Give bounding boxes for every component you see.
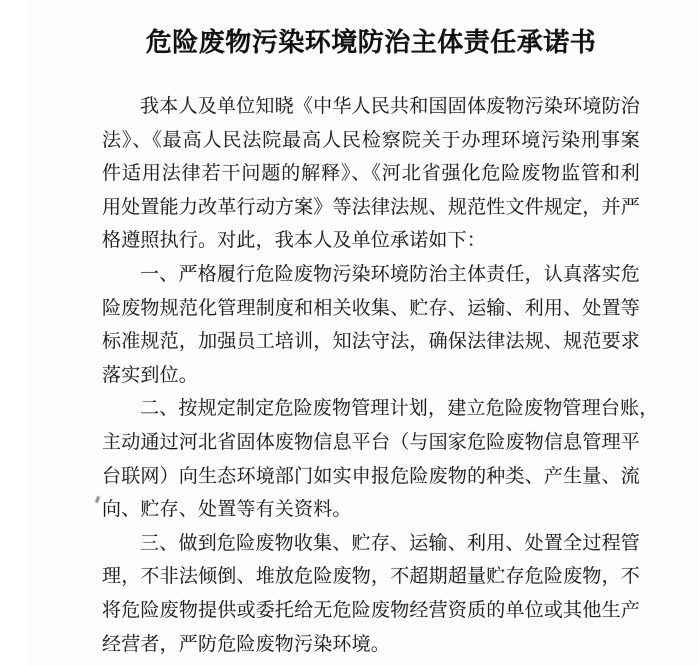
text-line: 台联网）向生态环境部门如实申报危险废物的种类、产生量、流 [102,465,640,487]
text-line: 将危险废物提供或委托给无危险废物经营资质的单位或其他生产 [102,599,640,621]
text-line: 法》、《最高人民法院最高人民检察院关于办理环境污染刑事案 [102,129,640,151]
paragraph [102,90,640,258]
text-line: 用处置能力改革行动方案》等法律法规、规范性文件规定，并严 [102,196,640,218]
scan-edge-strip [0,0,28,665]
text-line: 我本人及单位知晓《中华人民共和国固体废物污染环境防治 [140,96,640,117]
text-line: 主动通过河北省固体废物信息平台（与国家危险废物信息管理平 [102,431,640,453]
document-title: 危险废物污染环境防治主体责任承诺书 [145,28,597,57]
paragraph [102,258,640,392]
text-line: 向、贮存、处置等有关资料。 [102,499,352,521]
text-line: 三、做到危险废物收集、贮存、运输、利用、处置全过程管 [140,532,640,554]
text-line: 二、按规定制定危险废物管理计划，建立危险废物管理台账， [140,398,659,420]
document-body [102,90,659,661]
scan-artifact [95,496,100,504]
text-line: 件适用法律若干问题的解释》、《河北省强化危险废物监管和利 [102,163,640,185]
paragraph [102,527,640,661]
text-line: 一、严格履行危险废物污染环境防治主体责任，认真落实危 [140,263,640,285]
text-line: 格遵照执行。对此，我本人及单位承诺如下： [102,230,487,252]
paragraph [102,392,659,526]
text-line: 落实到位。 [102,364,199,386]
text-line: 经营者，严防危险废物污染环境。 [102,633,391,655]
text-line: 理，不非法倾倒、堆放危险废物，不超期超量贮存危险废物，不 [102,566,640,588]
text-line: 标准规范，加强员工培训，知法守法，确保法律法规、规范要求 [102,331,640,353]
text-line: 险废物规范化管理制度和相关收集、贮存、运输、利用、处置等 [102,297,640,319]
